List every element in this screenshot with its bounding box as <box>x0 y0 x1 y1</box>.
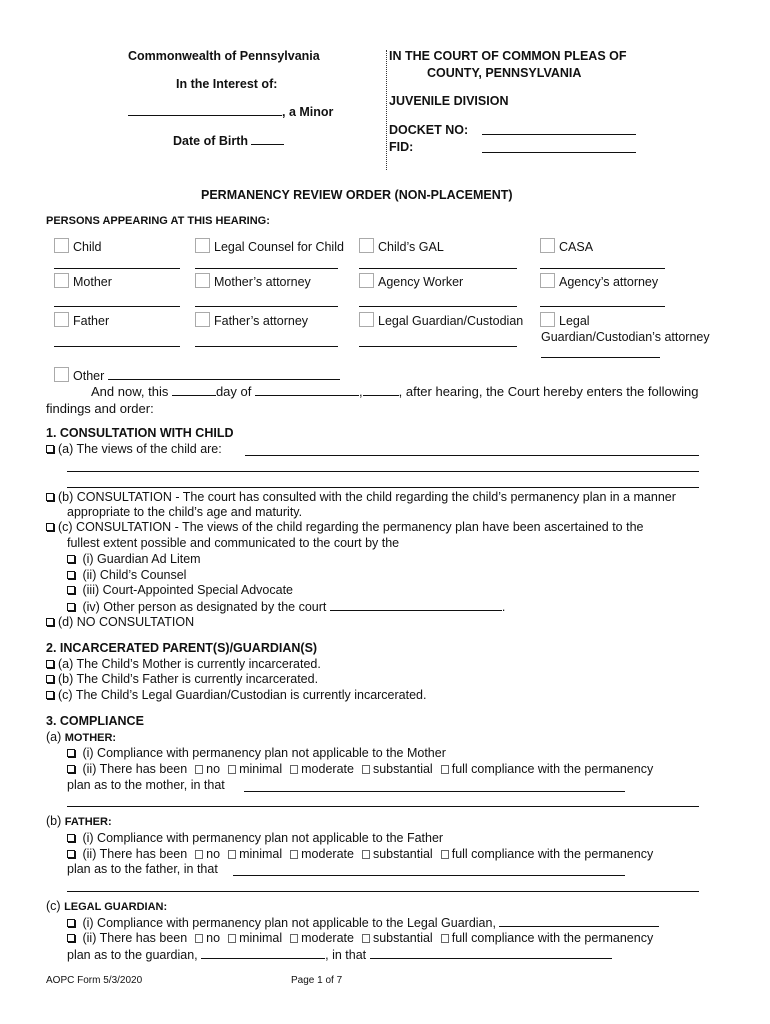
legal-guardian-label: Legal Guardian/Custodian <box>378 314 524 328</box>
guardian-ii-row[interactable] <box>67 931 653 945</box>
persons-heading: PERSONS APPEARING AT THIS HEARING: <box>46 215 270 227</box>
section1-title: 1. CONSULTATION WITH CHILD <box>46 426 234 440</box>
section1-b-row[interactable] <box>46 490 676 504</box>
lg-attorney-label-1: Legal <box>559 314 590 328</box>
guardian-ii-checkbox[interactable] <box>67 934 75 942</box>
month-field[interactable] <box>255 384 359 396</box>
docket-label: DOCKET NO: <box>389 123 469 137</box>
section2-b-checkbox[interactable] <box>46 675 54 683</box>
mother-subheading <box>46 730 116 744</box>
section1-cii-label: (ii) Child’s Counsel <box>82 568 187 582</box>
dob-label: Date of Birth <box>173 134 248 148</box>
fathers-attorney-label: Father’s attorney <box>214 314 309 328</box>
intro-part1: And now, this <box>91 384 169 399</box>
section3-title: 3. COMPLIANCE <box>46 714 144 728</box>
section1-civ-checkbox[interactable] <box>67 603 75 611</box>
father-prefix: (b) <box>46 814 62 828</box>
father-plan-field2[interactable] <box>67 891 699 892</box>
mother-no-checkbox[interactable] <box>195 765 203 774</box>
mother-ii-checkbox[interactable] <box>67 765 75 773</box>
guardian-no-label: no <box>206 931 221 945</box>
section1-b-label2: appropriate to the child’s age and maturity. <box>67 505 303 519</box>
mother-i-row[interactable] <box>67 746 446 760</box>
agencys-attorney-name-field[interactable] <box>540 306 665 307</box>
mother-minimal-checkbox[interactable] <box>228 765 236 774</box>
mother-moderate-label: moderate <box>301 762 354 776</box>
father-substantial-checkbox[interactable] <box>362 850 370 859</box>
casa-label: CASA <box>559 240 594 254</box>
guardian-name-field[interactable] <box>499 915 659 927</box>
section1-ci-checkbox[interactable] <box>67 555 75 563</box>
father-no-checkbox[interactable] <box>195 850 203 859</box>
section1-a-checkbox[interactable] <box>46 445 54 453</box>
legal-counsel-name-field[interactable] <box>195 268 338 269</box>
mother-plan-field1[interactable] <box>244 791 625 792</box>
guardian-plan-row <box>67 947 612 962</box>
section1-cii-row[interactable] <box>67 568 186 582</box>
agency-worker-name-field[interactable] <box>359 306 517 307</box>
section1-civ-end: . <box>501 600 506 614</box>
mother-full-checkbox[interactable] <box>441 765 449 774</box>
day-field[interactable] <box>172 384 216 396</box>
guardian-moderate-label: moderate <box>301 931 354 945</box>
mother-label: Mother <box>73 275 112 289</box>
section1-b-label: (b) CONSULTATION - The court has consulted with the child regarding the child’s permanency plan in a manner <box>58 490 676 504</box>
guardian-substantial-checkbox[interactable] <box>362 934 370 943</box>
docket-field[interactable] <box>482 134 636 135</box>
legal-guardian-name-field[interactable] <box>359 346 517 347</box>
intro-part2: day of <box>215 384 252 399</box>
child-views-line2[interactable] <box>67 471 699 472</box>
intro-line <box>91 384 699 399</box>
father-moderate-checkbox[interactable] <box>290 850 298 859</box>
mother-prefix: (a) <box>46 730 62 744</box>
legal-guardian-checkbox[interactable] <box>359 312 374 327</box>
section1-a-row[interactable] <box>46 442 222 456</box>
mother-name-field[interactable] <box>54 306 180 307</box>
section1-d-checkbox[interactable] <box>46 618 54 626</box>
guardian-i-checkbox[interactable] <box>67 919 75 927</box>
legal-counsel-label: Legal Counsel for Child <box>214 240 344 254</box>
child-views-line1[interactable] <box>245 455 699 456</box>
guardian-subheading <box>46 899 167 913</box>
lg-attorney-checkbox[interactable] <box>540 312 555 327</box>
section1-ciii-row[interactable] <box>67 583 293 597</box>
mother-i-label: (i) Compliance with permanency plan not applicable to the Mother <box>82 746 446 760</box>
guardian-no-checkbox[interactable] <box>195 934 203 943</box>
guardian-i-label: (i) Compliance with permanency plan not applicable to the Legal Guardian, <box>82 916 496 930</box>
section1-civ-label: (iv) Other person as designated by the court <box>82 600 327 614</box>
court-line1: IN THE COURT OF COMMON PLEAS OF <box>389 49 627 63</box>
guardian-plan-label2: , in that <box>325 948 367 962</box>
section1-d-row[interactable] <box>46 615 194 629</box>
child-checkbox[interactable] <box>54 238 69 253</box>
fid-label: FID: <box>389 140 414 154</box>
guardian-prefix: (c) <box>46 899 61 913</box>
section2-b-row[interactable] <box>46 672 318 686</box>
mother-subheading-label: MOTHER: <box>64 732 117 744</box>
childs-gal-name-field[interactable] <box>359 268 517 269</box>
father-subheading <box>46 814 112 828</box>
section1-cii-checkbox[interactable] <box>67 571 75 579</box>
mother-plan-field2[interactable] <box>67 806 699 807</box>
order-title: PERMANENCY REVIEW ORDER (NON-PLACEMENT) <box>201 188 513 202</box>
father-ii-label: (ii) There has been <box>82 847 188 861</box>
agencys-attorney-checkbox[interactable] <box>540 273 555 288</box>
other-label: Other <box>73 369 105 383</box>
childs-gal-checkbox[interactable] <box>359 238 374 253</box>
footer-page: Page 1 of 7 <box>291 975 343 986</box>
section1-c-checkbox[interactable] <box>46 523 54 531</box>
guardian-moderate-checkbox[interactable] <box>290 934 298 943</box>
other-row[interactable] <box>73 368 340 383</box>
agency-worker-label: Agency Worker <box>378 275 464 289</box>
father-label: Father <box>73 314 110 328</box>
father-ii-row[interactable] <box>67 847 653 861</box>
mother-checkbox[interactable] <box>54 273 69 288</box>
father-full-checkbox[interactable] <box>441 850 449 859</box>
commonwealth-title: Commonwealth of Pennsylvania <box>128 49 320 63</box>
guardian-plan-field1[interactable] <box>201 947 325 959</box>
section1-c-label2: fullest extent possible and communicated to the court by the <box>67 536 400 550</box>
section1-ci-row[interactable] <box>67 552 201 566</box>
mother-full-label: full compliance with the permanency <box>451 762 654 776</box>
section1-ciii-label: (iii) Court-Appointed Special Advocate <box>82 583 294 597</box>
father-name-field[interactable] <box>54 346 180 347</box>
father-i-checkbox[interactable] <box>67 834 75 842</box>
guardian-subheading-label: LEGAL GUARDIAN: <box>64 901 168 913</box>
father-moderate-label: moderate <box>301 847 354 861</box>
mothers-attorney-label: Mother’s attorney <box>214 275 311 289</box>
mother-moderate-checkbox[interactable] <box>290 765 298 774</box>
guardian-ii-label: (ii) There has been <box>82 931 188 945</box>
guardian-plan-label1: plan as to the guardian, <box>67 948 198 962</box>
fathers-attorney-checkbox[interactable] <box>195 312 210 327</box>
section1-b-checkbox[interactable] <box>46 493 54 501</box>
section1-a-label: (a) The views of the child are: <box>58 442 222 456</box>
childs-gal-label: Child’s GAL <box>378 240 444 254</box>
fid-field[interactable] <box>482 152 636 153</box>
mother-ii-row[interactable] <box>67 762 653 776</box>
minor-name-line[interactable] <box>128 104 333 119</box>
section2-a-row[interactable] <box>46 657 321 671</box>
father-checkbox[interactable] <box>54 312 69 327</box>
section1-ci-label: (i) Guardian Ad Litem <box>82 552 201 566</box>
guardian-substantial-label: substantial <box>372 931 433 945</box>
guardian-full-label: full compliance with the permanency <box>451 931 654 945</box>
intro-line2: findings and order: <box>46 401 154 416</box>
other-checkbox[interactable] <box>54 367 69 382</box>
section2-c-label: (c) The Child’s Legal Guardian/Custodian is currently incarcerated. <box>58 688 427 702</box>
year-field[interactable] <box>363 384 399 396</box>
section1-civ-row[interactable] <box>67 599 505 614</box>
dob-row[interactable] <box>173 133 284 148</box>
intro-part4: , after hearing, the Court hereby enters the following <box>398 384 699 399</box>
mother-i-checkbox[interactable] <box>67 749 75 757</box>
section2-a-checkbox[interactable] <box>46 660 54 668</box>
other-person-field[interactable] <box>330 599 502 611</box>
mothers-attorney-name-field[interactable] <box>195 306 338 307</box>
father-subheading-label: FATHER: <box>64 816 112 828</box>
father-i-row[interactable] <box>67 831 443 845</box>
header-divider <box>386 50 387 170</box>
section1-c-label: (c) CONSULTATION - The views of the child regarding the permanency plan have been ascertained to the <box>58 520 644 534</box>
father-plan-field1[interactable] <box>233 875 625 876</box>
casa-name-field[interactable] <box>540 268 665 269</box>
mothers-attorney-checkbox[interactable] <box>195 273 210 288</box>
mother-ii-label: (ii) There has been <box>82 762 188 776</box>
child-name-field[interactable] <box>54 268 180 269</box>
interest-of-label: In the Interest of: <box>176 77 278 91</box>
mother-plan-label: plan as to the mother, in that <box>67 778 225 792</box>
father-full-label: full compliance with the permanency <box>451 847 654 861</box>
section2-b-label: (b) The Child’s Father is currently incarcerated. <box>58 672 319 686</box>
section2-c-checkbox[interactable] <box>46 691 54 699</box>
guardian-plan-field2[interactable] <box>370 947 612 959</box>
section2-c-row[interactable] <box>46 688 426 702</box>
father-i-label: (i) Compliance with permanency plan not applicable to the Father <box>82 831 444 845</box>
fathers-attorney-name-field[interactable] <box>195 346 338 347</box>
court-line2: COUNTY, PENNSYLVANIA <box>427 66 582 80</box>
guardian-minimal-label: minimal <box>239 931 283 945</box>
father-ii-checkbox[interactable] <box>67 850 75 858</box>
child-label: Child <box>73 240 102 254</box>
father-no-label: no <box>206 847 221 861</box>
section1-d-label: (d) NO CONSULTATION <box>58 615 195 629</box>
guardian-full-checkbox[interactable] <box>441 934 449 943</box>
mother-substantial-checkbox[interactable] <box>362 765 370 774</box>
father-minimal-checkbox[interactable] <box>228 850 236 859</box>
guardian-i-row[interactable] <box>67 915 659 930</box>
legal-counsel-checkbox[interactable] <box>195 238 210 253</box>
father-plan-label: plan as to the father, in that <box>67 862 218 876</box>
lg-attorney-label-2: Guardian/Custodian’s attorney <box>541 330 710 344</box>
mother-substantial-label: substantial <box>372 762 433 776</box>
guardian-minimal-checkbox[interactable] <box>228 934 236 943</box>
intro-part3: , <box>359 384 363 399</box>
father-substantial-label: substantial <box>372 847 433 861</box>
casa-checkbox[interactable] <box>540 238 555 253</box>
agency-worker-checkbox[interactable] <box>359 273 374 288</box>
father-minimal-label: minimal <box>239 847 283 861</box>
section2-title: 2. INCARCERATED PARENT(S)/GUARDIAN(S) <box>46 641 318 655</box>
section2-a-label: (a) The Child’s Mother is currently incarcerated. <box>58 657 321 671</box>
footer-form: AOPC Form 5/3/2020 <box>46 975 143 986</box>
mother-minimal-label: minimal <box>239 762 283 776</box>
section1-ciii-checkbox[interactable] <box>67 586 75 594</box>
lg-attorney-name-field[interactable] <box>541 357 660 358</box>
mother-no-label: no <box>206 762 221 776</box>
division-label: JUVENILE DIVISION <box>389 94 509 108</box>
agencys-attorney-label: Agency’s attorney <box>559 275 659 289</box>
minor-suffix: , a Minor <box>282 105 334 119</box>
child-views-line3[interactable] <box>67 487 699 488</box>
section1-c-row[interactable] <box>46 520 643 534</box>
